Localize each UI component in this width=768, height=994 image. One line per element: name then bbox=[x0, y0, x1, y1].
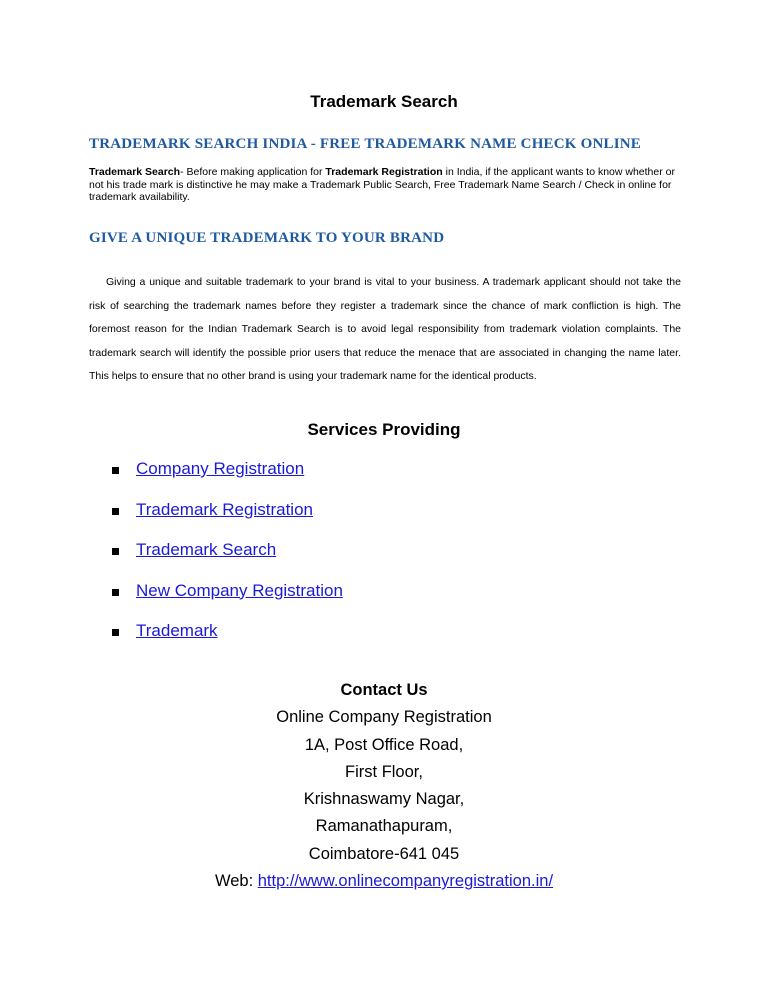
contact-line-company: Online Company Registration bbox=[276, 708, 492, 727]
intro-bold-trademark-registration: Trademark Registration bbox=[325, 166, 443, 178]
section-heading-search-india: TRADEMARK SEARCH INDIA - FREE TRADEMARK NAME CHECK ONLINE bbox=[89, 136, 641, 152]
list-item bbox=[112, 621, 343, 662]
square-bullet-icon bbox=[112, 629, 119, 636]
list-item bbox=[112, 500, 343, 541]
square-bullet-icon bbox=[112, 548, 119, 555]
contact-title: Contact Us bbox=[340, 681, 428, 699]
contact-line-area: Krishnaswamy Nagar, bbox=[303, 790, 465, 809]
trademark-search-link[interactable]: Trademark Search bbox=[136, 540, 277, 559]
contact-line-locality: Ramanathapuram, bbox=[315, 817, 453, 836]
list-item bbox=[112, 459, 343, 500]
trademark-registration-link[interactable]: Trademark Registration bbox=[136, 499, 313, 519]
contact-line-address: 1A, Post Office Road, bbox=[304, 735, 464, 754]
square-bullet-icon bbox=[112, 467, 119, 474]
web-label: Web: bbox=[214, 872, 258, 891]
square-bullet-icon bbox=[112, 589, 119, 596]
intro-text-2: in India, if the applicant wants to know whether or not his trade mark is distinctive he may make a Trademark Public Search, Free Trademark Name Search / Check in online for trademark availability. bbox=[89, 166, 675, 203]
contact-line-city: Coimbatore-641 045 bbox=[308, 844, 460, 863]
page-title: Trademark Search bbox=[310, 92, 458, 111]
intro-bold-trademark-search: Trademark Search bbox=[89, 166, 181, 178]
contact-block bbox=[0, 677, 768, 895]
intro-text-1: - Before making application for bbox=[180, 166, 326, 178]
square-bullet-icon bbox=[112, 508, 119, 515]
services-list bbox=[112, 459, 343, 662]
list-item bbox=[112, 540, 343, 581]
section-heading-unique-brand: GIVE A UNIQUE TRADEMARK TO YOUR BRAND bbox=[89, 230, 445, 246]
website-link[interactable]: http://www.onlinecompanyregistration.in/ bbox=[257, 872, 554, 891]
contact-line-floor: First Floor, bbox=[345, 762, 423, 781]
company-registration-link[interactable]: Company Registration bbox=[136, 459, 305, 478]
body-paragraph: Giving a unique and suitable trademark to your brand is vital to your business. A trademark applicant should not take the risk of searching the trademark names before they register a trademark since the chance of mark confliction is high. The foremost reason for the Indian Trademark Search is to avoid legal responsibility from trademark violation complaints. The trademark search will identify the possible prior users that reduce the menace that are associated in changing the name later. This helps to ensure that no other brand is using your trademark name for the identical products. bbox=[89, 276, 681, 382]
services-title: Services Providing bbox=[307, 420, 461, 439]
trademark-link[interactable]: Trademark bbox=[136, 621, 218, 640]
contact-web-line bbox=[0, 868, 768, 895]
list-item bbox=[112, 581, 343, 622]
new-company-registration-link[interactable]: New Company Registration bbox=[136, 580, 343, 600]
intro-paragraph bbox=[89, 166, 684, 204]
